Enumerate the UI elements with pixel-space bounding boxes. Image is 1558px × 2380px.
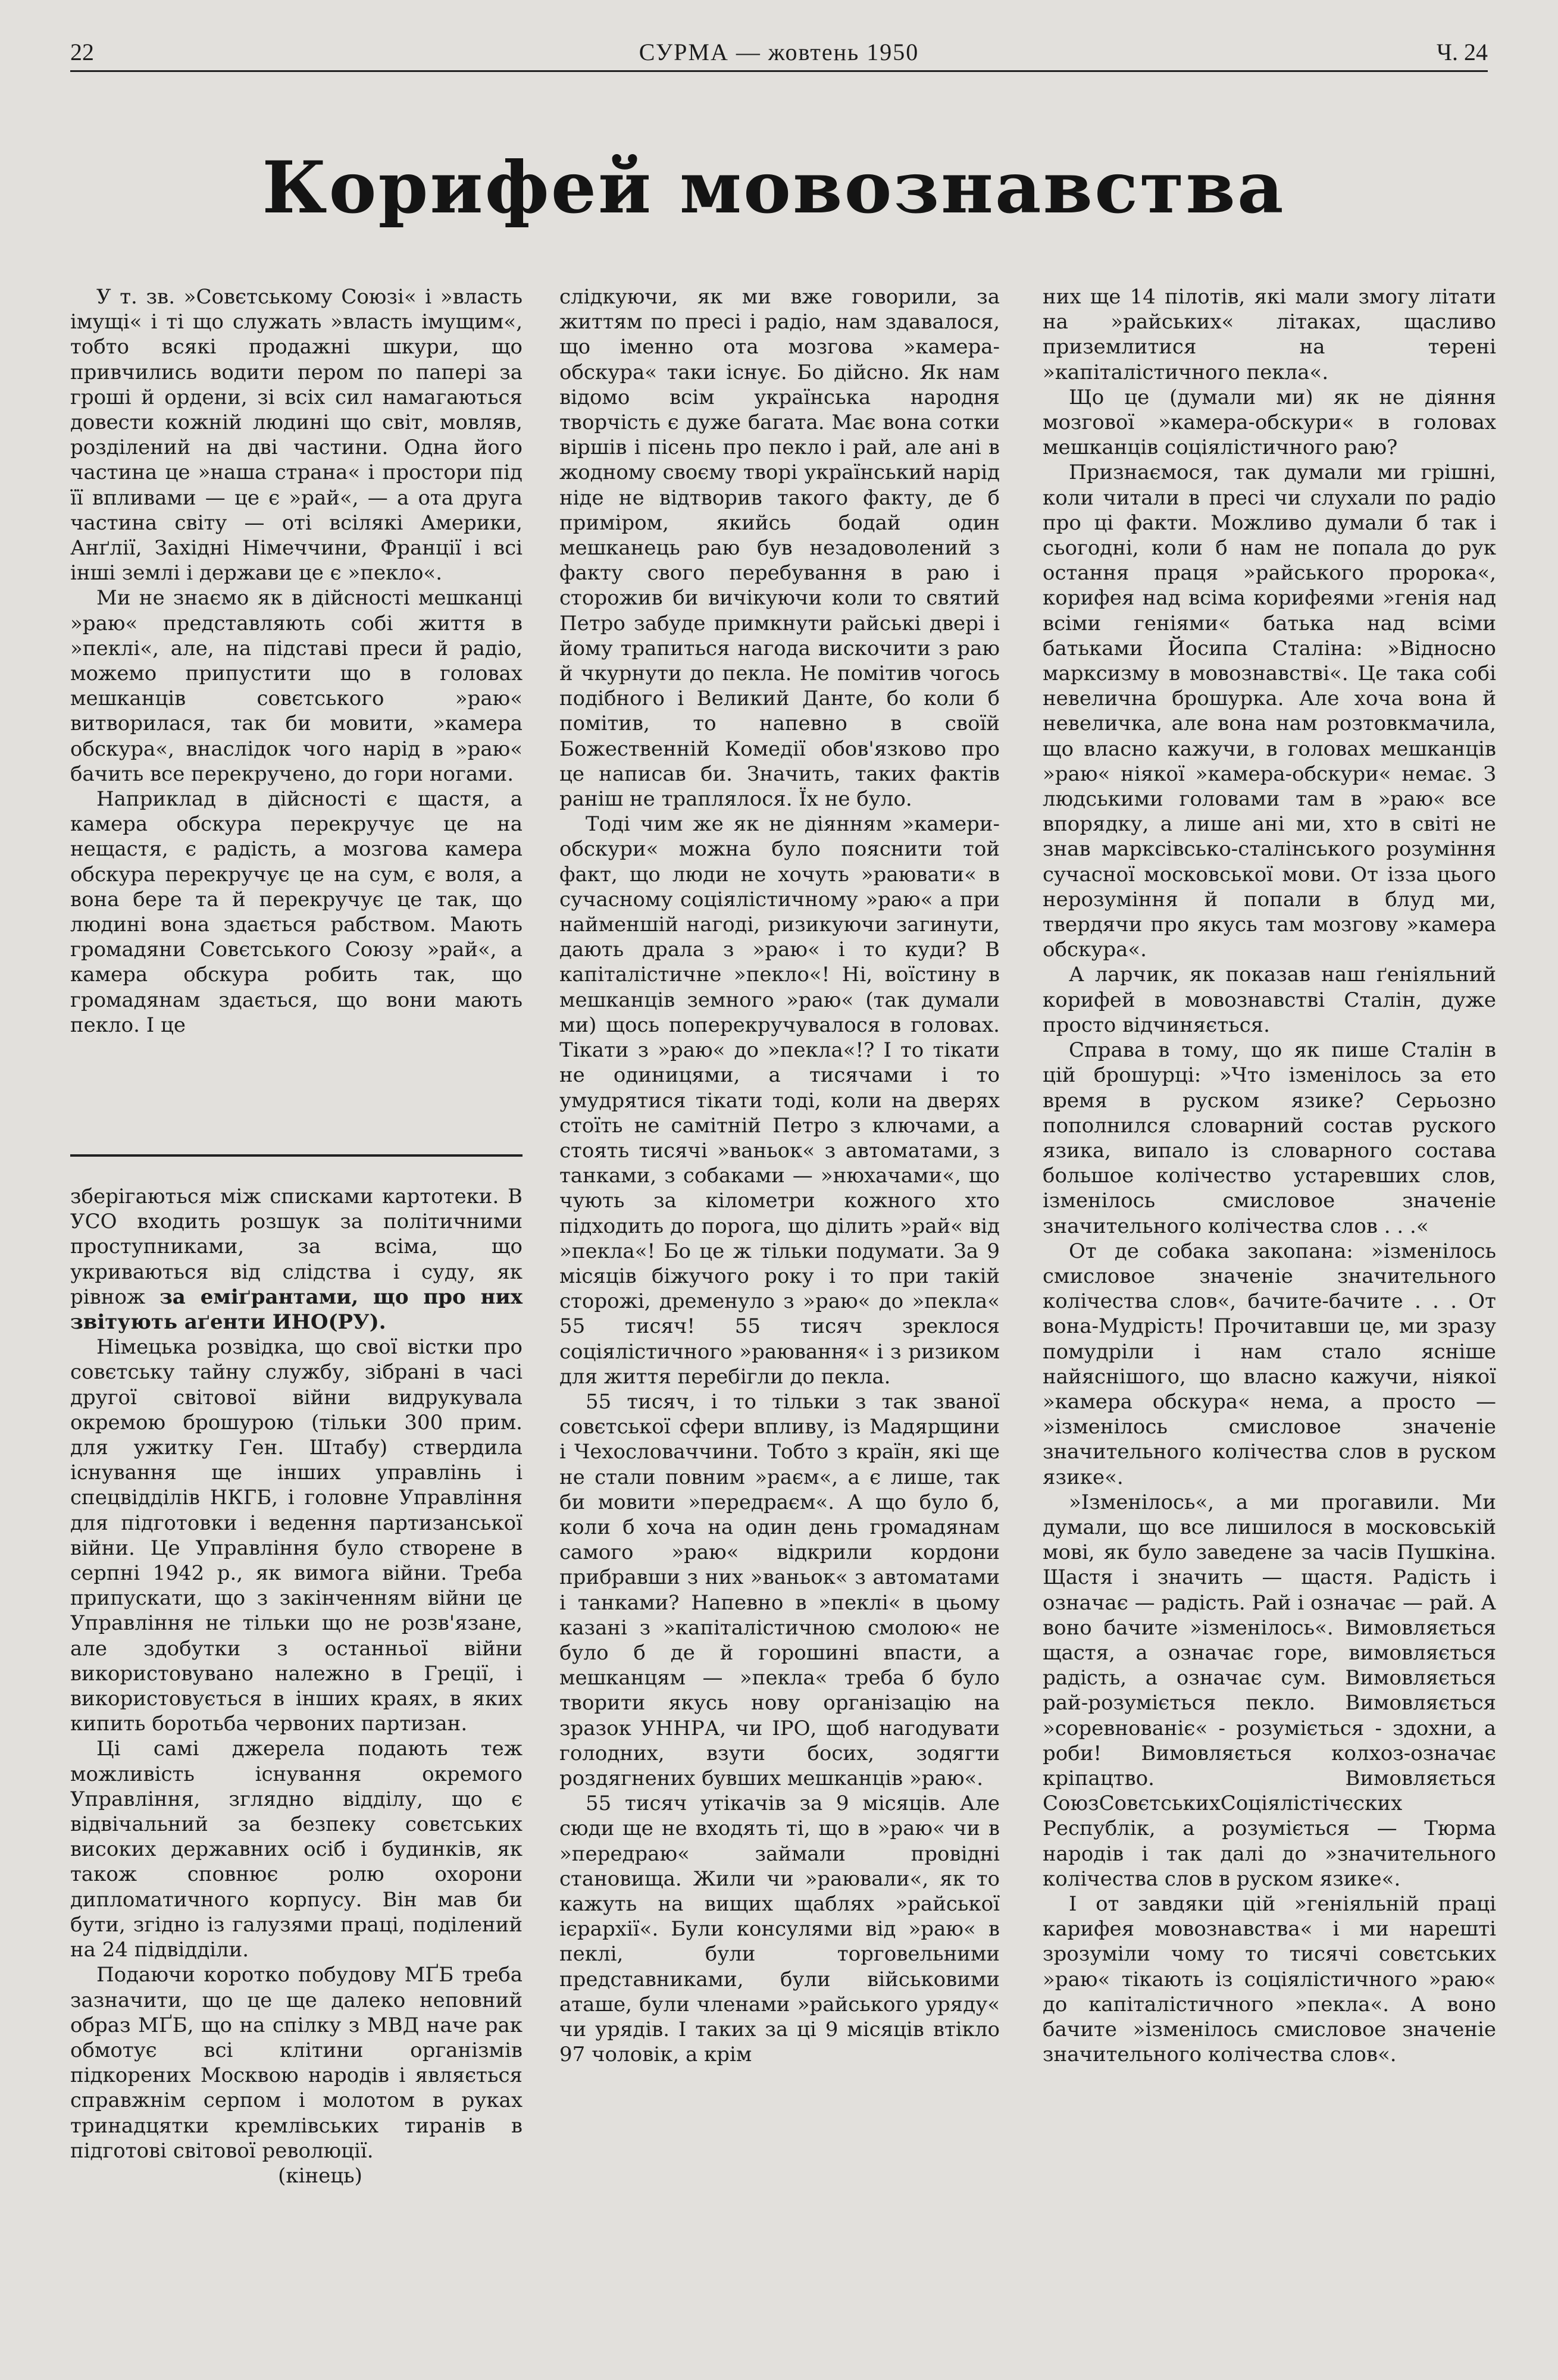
article-paragraph: 55 тисяч, і то тільки з так званої совєтської сфери впливу, із Мадярщини і Чехословаччини. Тобто з країн, які ще не стали повним »раєм«, а є лише, так би мовити »передраєм«. А що було б, коли б хоча на один день громадянам самого »раю« відкрили кордони прибравши з них »ваньок« з автоматами і танками? Напевно в »пеклі« в цьому казані з »капіталістичною смолою« не було б де й горошині впасти, а мешканцям — »пекла« треба б було творити якусь нову організацію на зразок УННРА, чи ІРО, щоб нагодувати голодних, взути босих, зодягти роздягнених бувших мешканців »раю«. xyxy=(559,1389,1000,1790)
header-rule xyxy=(70,70,1488,72)
page-number: 22 xyxy=(70,39,94,65)
article-paragraph: Ці самі джерела подають теж можливість існування окремого Управління, зглядно відділу, що є відвічальний за безпеку совєтських високих державних осіб і будинків, як також сповнює ролю охорони дипломатичного корпусу. Він мав би бути, згідно із галузями праці, поділений на 24 підвідділи. xyxy=(70,1737,523,1962)
ending-note: (кінець) xyxy=(278,2163,362,2188)
article-title: Корифей мовознавства xyxy=(262,146,1285,230)
column-separator-rule xyxy=(70,1154,523,1157)
article-paragraph: От де собака закопана: »ізменілось смисловое значеніе значительного колічества слов«, бачите-бачите . . . От вона-Мудрість! Прочитавши це, ми зразу помудріли і нам стало ясніше найяснішого, що власно кажучи, ніякої »камера обскура« нема, а просто — »ізменілось смисловое значеніе значительного колічества слов в руском язике«. xyxy=(1043,1239,1496,1489)
article-paragraph: Що це (думали ми) як не діяння мозгової »камера-обскури« в головах мешканців соціялістичного раю? xyxy=(1043,385,1496,460)
article-paragraph: А ларчик, як показав наш ґеніяльний корифей в мовознавстві Сталін, дуже просто відчиняється. xyxy=(1043,963,1496,1037)
bold-phrase: за еміґрантами, що про них звітують аґенти ИНО(РУ). xyxy=(70,1285,523,1335)
article-paragraph: Німецька розвідка, що свої вістки про совєтську тайну службу, зібрані в часі другої світової війни видрукувала окремою брошурою (тільки 300 прим. для ужитку Ген. Штабу) ствердила існування ще інших управлінь і спецвідділів НКГБ, і головне Управління для підготовки і ведення партизанської війни. Це Управління було створене в серпні 1942 р., як вимога війни. Треба припускати, що з закінченням війни це Управління не тільки що не розв'язане, але здобутки з останньої війни використовувано належно в Греції, і використовується в інших краях, в яких кипить боротьба червоних партизан. xyxy=(70,1335,523,1736)
continued-paragraph xyxy=(70,1184,523,1335)
continued-text: зберігаються між списками картотеки. В УСО входить розшук за політичними проступниками, за всіма, що укриваються від слідства і суду, як рівнож xyxy=(70,1185,523,1309)
article-paragraph: слідкуючи, як ми вже говорили, за життям по пресі і радіо, нам здавалося, що іменно ота мозгова »камера-обскура« таки існує. Бо дійсно. Як нам відомо всім українська народня творчість є дуже багата. Має вона сотки віршів і пісень про пекло і рай, але ані в жодному своєму творі український нарід ніде не відтворив такого факту, де б приміром, якийсь бодай один мешканець раю був незадоволений з факту свого перебування в раю і сторожив би вичікуючи коли то святий Петро забуде примкнути райські двері і йому трапиться нагода вискочити з раю й чкурнути до пекла. Не помітив чогось подібного і Великий Данте, бо коли б помітив, то напевно в своїй Божественній Комедії обов'язково про це написав би. Значить, таких фактів раніш не траплялося. Їх не було. xyxy=(559,285,1000,812)
article-paragraph: Тоді чим же як не діянням »камери-обскури« можна було пояснити той факт, що люди не хочуть »раювати« в сучасному соціялістичному »раю« а при найменшій нагоді, ризикуючи загинути, дають драла з »раю« і то куди? В капіталістичне »пекло«! Ні, воїстину в мешканців земного »раю« (так думали ми) щось поперекручувалося в головах. Тікати з »раю« до »пекла«!? І то тікати не одиницями, а тисячами і то умудрятися тікати тоді, коли на дверях стоїть не самітній Петро з ключами, а стоять тисячі »ваньок« з автоматами, з танками, з собаками — »нюхачами«, що чують за кілометри кожного хто підходить до порога, що ділить »рай« від »пекла«! Бо це ж тільки подумати. За 9 місяців біжучого року і то при такій сторожі, дременуло з »раю« до »пекла« 55 тисяч! 55 тисяч зреклося соціялістичного »раювання« і з ризиком для життя перебігли до пекла. xyxy=(559,812,1000,1389)
article-column-left xyxy=(70,284,523,1038)
continued-article-column xyxy=(70,1184,523,2188)
article-paragraph: І от завдяки цій »геніяльній праці карифея мовознавства« і ми нарешті зрозуміли чому то тисячі совєтських »раю« тікають із соціялістичного »раю« до капіталістичного »пекла«. А воно бачите »ізменілось смисловое значеніе значительного колічества слов«. xyxy=(1043,1892,1496,2067)
article-paragraph: 55 тисяч утікачів за 9 місяців. Але сюди ще не входять ті, що в »раю« чи в »передраю« займали провідні становища. Жили чи »раювали«, як то кажуть на вищих щаблях »райської ієрархії«. Були консулями від »раю« в пеклі, були торговельними представниками, були військовими аташе, були членами »райського уряду« чи урядів. І таких за ці 9 місяців втікло 97 чоловік, а крім xyxy=(559,1792,1000,2067)
article-paragraph: них ще 14 пілотів, які мали змогу літати на »райських« літаках, щасливо приземлитися на терені »капіталістичного пекла«. xyxy=(1043,285,1496,384)
publication-line: СУРМА — жовтень 1950 xyxy=(639,39,919,65)
article-paragraph: Подаючи коротко побудову МҐБ треба зазначити, що це ще далеко неповний образ МҐБ, що на спілку з МВД наче рак обмотує всі клітини організмів підкорених Москвою народів і являється справжнім серпом і молотом в руках тринадцятки кремлівських тиранів в підготові світової революції. xyxy=(70,1963,523,2163)
article-paragraph: Наприклад в дійсності є щастя, а камера обскура перекручує це на нещастя, є радість, а мозгова камера обскура перекручує це на сум, є воля, а вона бере та й перекручує це так, що людині вона здається рабством. Мають громадяни Совєтського Союзу »рай«, а камера обскура робить так, що громадянам здається, що вони мають пекло. І це xyxy=(70,787,523,1037)
article-column-right xyxy=(1043,284,1496,2067)
article-column-middle xyxy=(559,284,1000,2067)
page-header xyxy=(70,35,1488,71)
article-paragraph: Признаємося, так думали ми грішні, коли читали в пресі чи слухали по радіо про ці факти. Можливо думали б так і сьогодні, коли б нам не попала до рук остання праця »райського пророка«, корифея над всіма корифеями »генія над всіми геніями« батька над всіми батьками Йосипа Сталіна: »Відносно марксизму в мовознавстві«. Це така собі невелична брошурка. Але хоча вона й невеличка, але вона нам розтовкмачила, що власно кажучи, в головах мешканців »раю« ніякої »камера-обскури« немає. З людськими головами там в »раю« все впорядку, а лише ані ми, хто в світі не знав марксівсько-сталінського розуміння сучасної московської мови. От ізза цього нерозуміння й попали в блуд ми, твердячи про якусь там мозгову »камера обскура«. xyxy=(1043,461,1496,962)
article-paragraph: »Ізменілось«, а ми прогавили. Ми думали, що все лишилося в московській мові, як було заведене за часів Пушкіна. Щастя і значить — щастя. Радість і означає — радість. Рай і означає — рай. А воно бачите »ізменілось«. Вимовляється щастя, а означає горе, вимовляється радість, а означає сум. Вимовляється рай-розуміється пекло. Вимовляється »соревнованіє« - розуміється - здохни, а роби! Вимовляється колхоз-означає кріпацтво. Вимовляється СоюзСовєтськихСоціялістічєских Республік, а розуміється — Тюрма народів і так далі до »значительного колічества слов в руском язике«. xyxy=(1043,1490,1496,1891)
article-paragraph: У т. зв. »Совєтському Союзі« і »власть імущі« і ті що служать »власть імущим«, тобто всякі продажні шкури, що привчились водити пером по папері за гроші й ордени, зі всіх сил намагаються довести кожній людині що світ, мовляв, розділений на дві частини. Одна його частина це »наша страна« і простори під її впливами — це є »рай«, — а ота друга частина світу — оті всілякі Америки, Анґлії, Західні Німеччини, Франції і всі інші землі і держави це є »пекло«. xyxy=(70,285,523,585)
article-paragraph: Ми не знаємо як в дійсності мешканці »раю« представляють собі життя в »пеклі«, але, на підставі преси й радіо, можемо припустити що в головах мешканців совєтського »раю« витворилася, так би мовити, »камера обскура«, внаслідок чого нарід в »раю« бачить все перекручено, до гори ногами. xyxy=(70,586,523,786)
article-paragraph: Справа в тому, що як пише Сталін в цій брошурці: »Что ізменілось за ето время в руском язике? Серьозно пополнился словарний состав руского язика, випало із словарного состава большое колічество устаревших слов, ізменілось смисловое значеніе значительного колічества слов . . .« xyxy=(1043,1038,1496,1238)
issue-part: Ч. 24 xyxy=(1437,39,1488,65)
